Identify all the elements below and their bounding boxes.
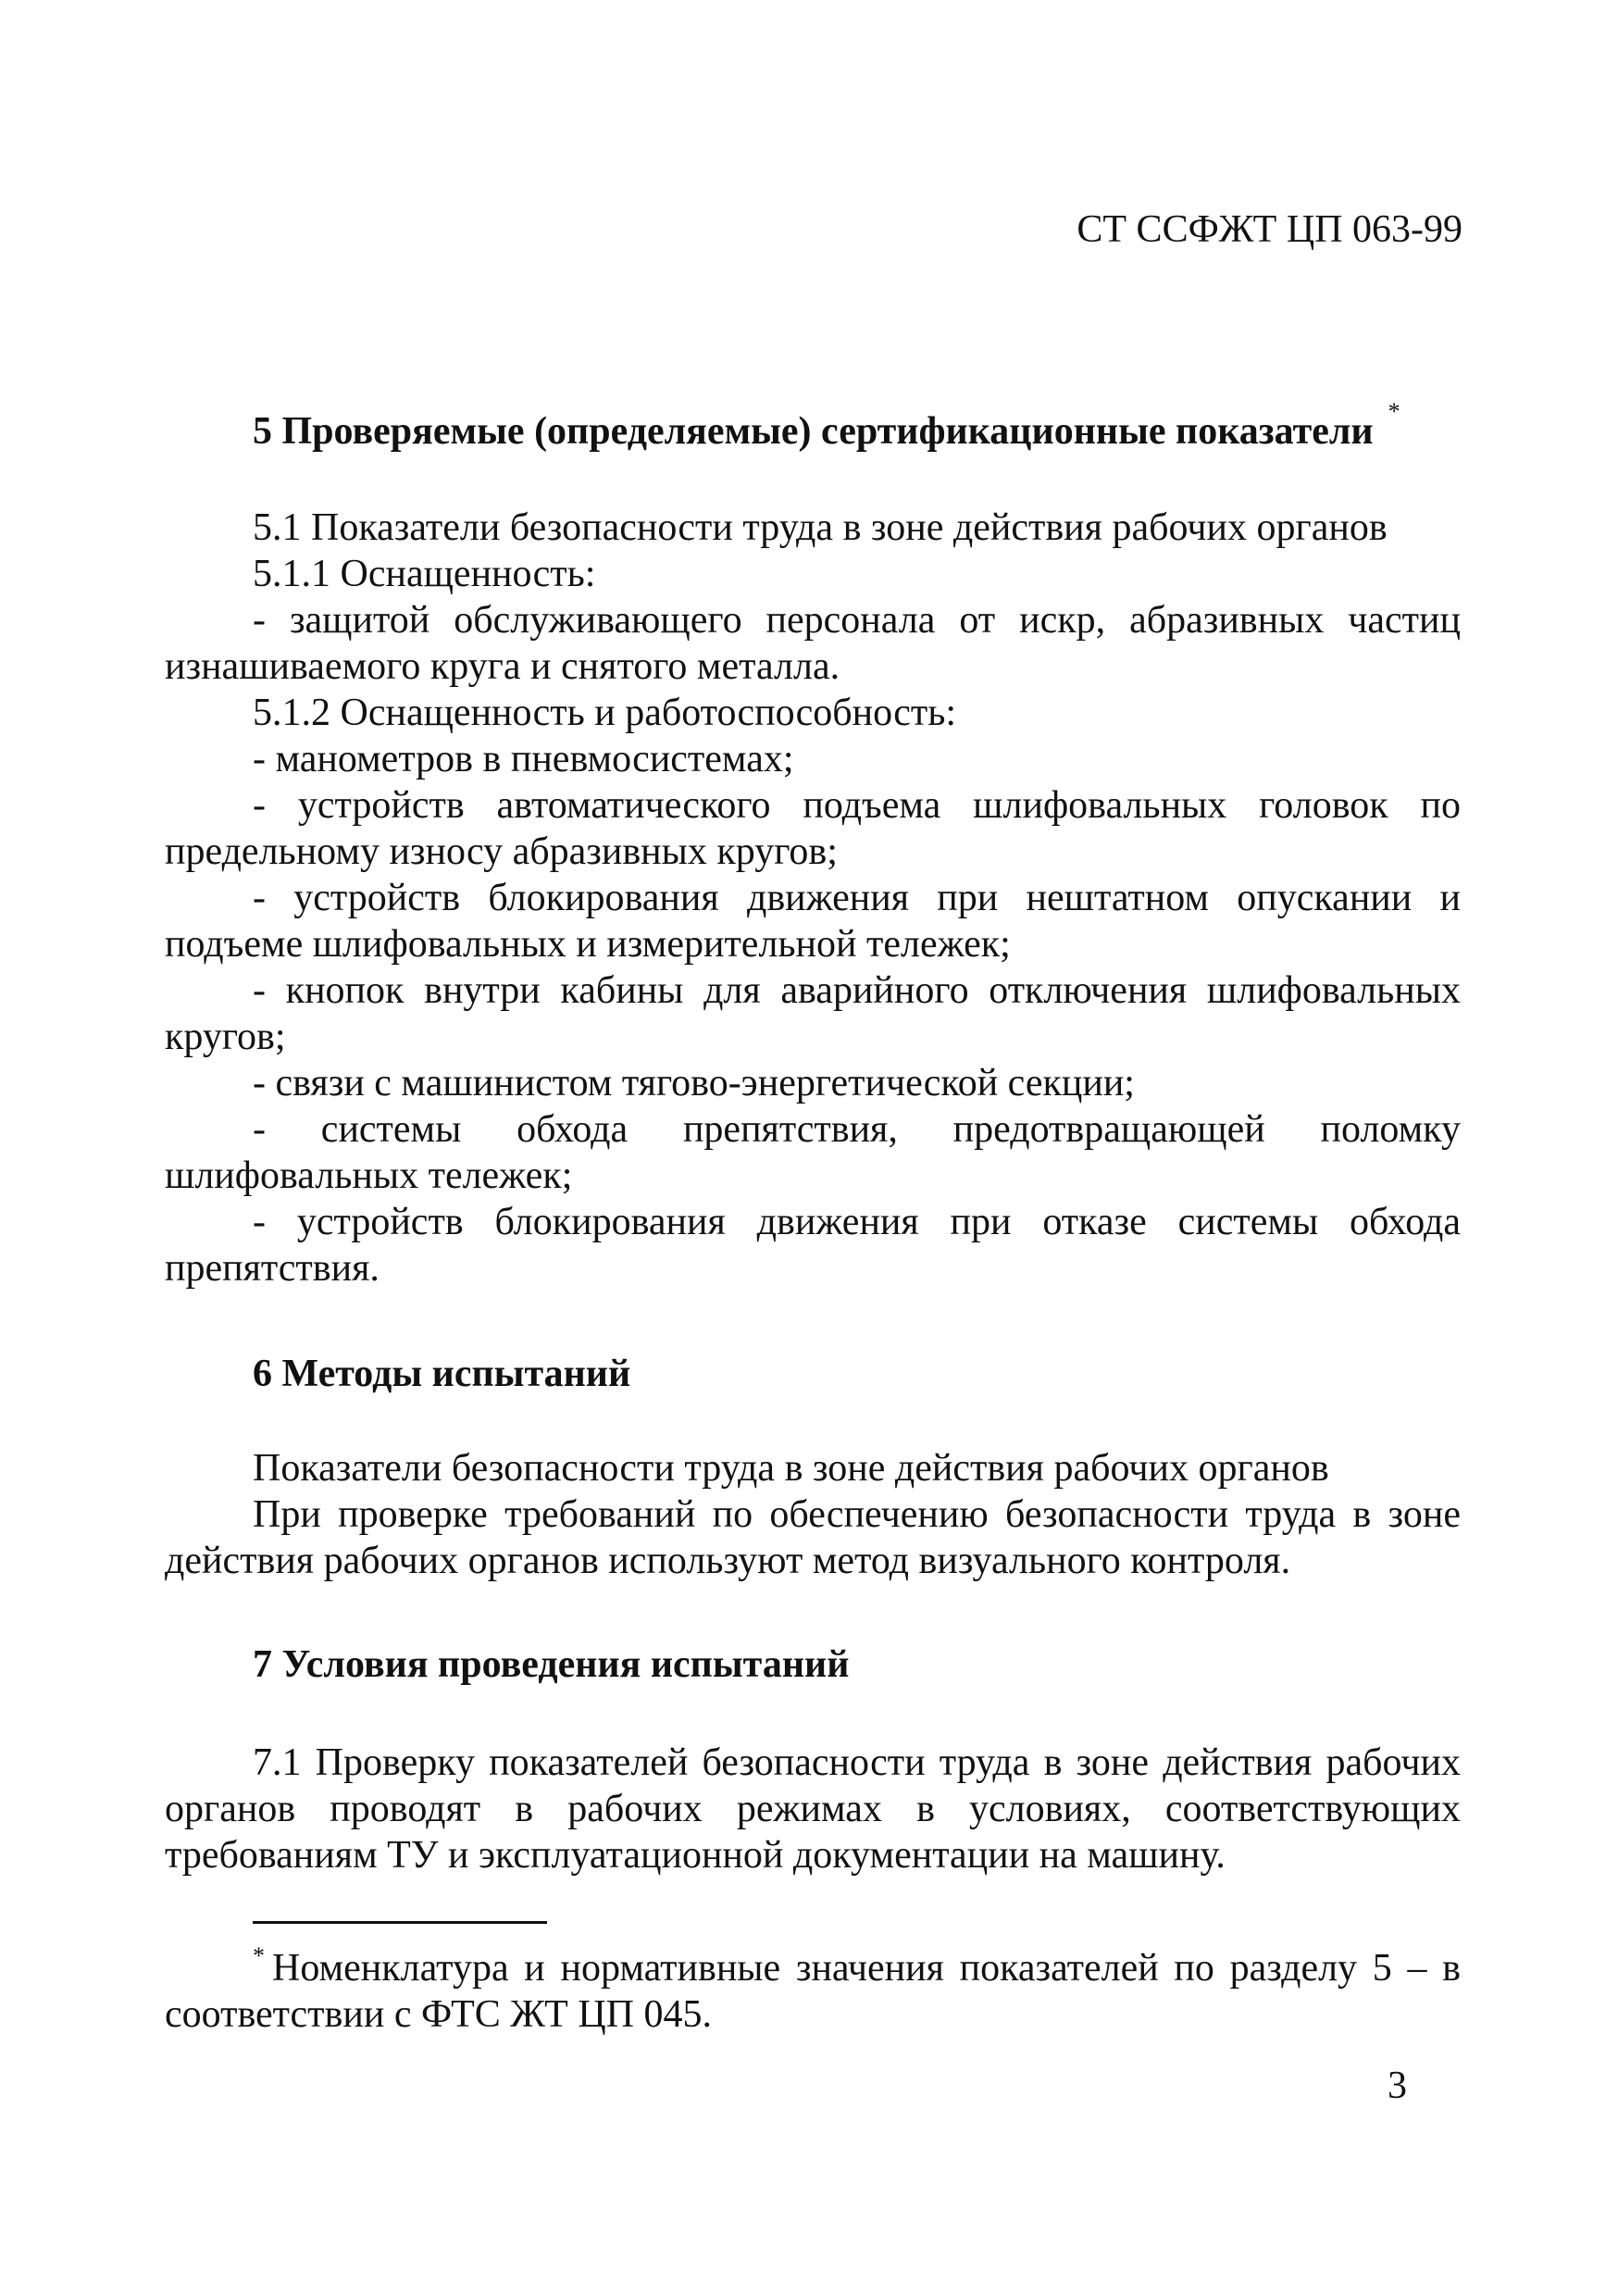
section-5-heading: [165, 389, 1461, 455]
paragraph-5-1-2: 5.1.2 Оснащенность и работоспособность:: [253, 692, 957, 734]
paragraph-6-2: При проверке требований по обеспечению безопасности труда в зоне действия рабочих органов используют метод визуального контроля.: [165, 1493, 1461, 1582]
footnote: [165, 1933, 1461, 2038]
footnote-text: Номенклатура и нормативные значения показателей по разделу 5 – в соответствии с ФТС ЖТ ЦП 045.: [165, 1947, 1461, 2036]
paragraph-5-1: 5.1 Показатели безопасности труда в зоне действия рабочих органов: [253, 506, 1388, 549]
list-item: - устройств блокирования движения при нештатном опускании и подъеме шлифовальных и измерительной тележек;: [165, 877, 1461, 966]
list-item: - системы обхода препятствия, предотвращающей поломку шлифовальных тележек;: [165, 1108, 1461, 1197]
list-item: - манометров в пневмосистемах;: [253, 738, 794, 780]
footnote-mark: *: [253, 1942, 265, 1969]
paragraph-5-1-1: 5.1.1 Оснащенность:: [253, 553, 596, 595]
paragraph-6-1: Показатели безопасности труда в зоне действия рабочих органов: [253, 1447, 1329, 1490]
page-number: 3: [1388, 2065, 1407, 2107]
section-5-heading-text: 5 Проверяемые (определяемые) сертификационные показатели: [253, 410, 1374, 453]
list-item: - устройств блокирования движения при отказе системы обхода препятствия.: [165, 1201, 1461, 1290]
paragraph-7-1: 7.1 Проверку показателей безопасности труда в зоне действия рабочих органов проводят в рабочих режимах в условиях, соответствующих требованиям ТУ и эксплуатационной документации на машину.: [165, 1741, 1461, 1877]
list-item: - связи с машинистом тягово-энергетической секции;: [253, 1062, 1135, 1104]
footnote-reference-mark: *: [1388, 398, 1400, 425]
list-item: - устройств автоматического подъема шлифовальных головок по предельному износу абразивных кругов;: [165, 784, 1461, 873]
document-body: [165, 389, 1461, 2038]
section-6-heading: 6 Методы испытаний: [253, 1353, 631, 1395]
list-item: - защитой обслуживающего персонала от искр, абразивных частиц изнашиваемого круга и снятого металла.: [165, 599, 1461, 688]
list-item: - кнопок внутри кабины для аварийного отключения шлифовальных кругов;: [165, 969, 1461, 1058]
footnote-divider: [253, 1921, 547, 1924]
document-code: СТ ССФЖТ ЦП 063-99: [1077, 208, 1462, 251]
section-7-heading: 7 Условия проведения испытаний: [253, 1643, 850, 1686]
